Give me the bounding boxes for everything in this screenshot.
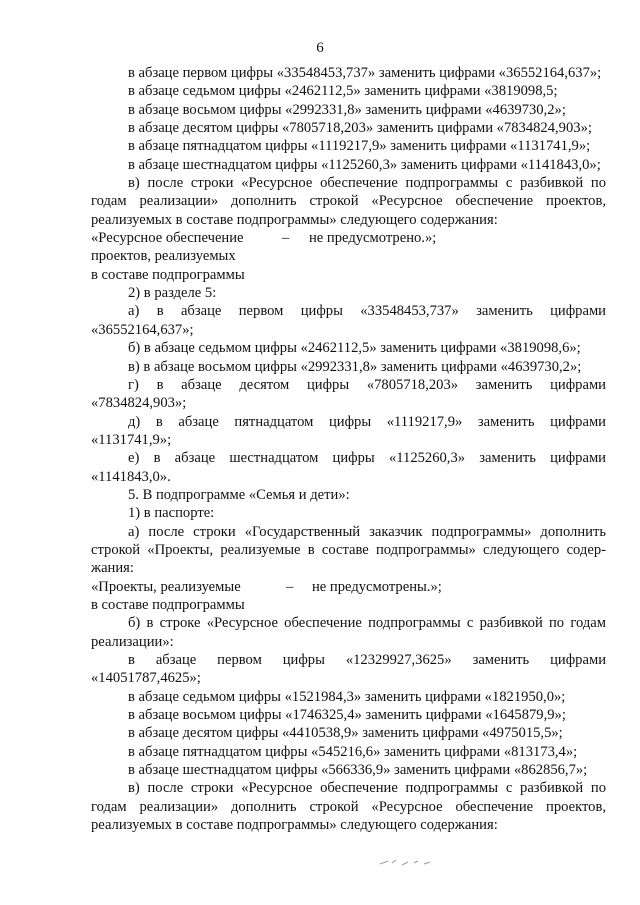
paragraph: в абзаце седьмом цифры «2462112,5» заменить цифрами «3819098,5; [128, 83, 558, 100]
row-label: в составе подпрограммы [91, 596, 245, 613]
inserted-row-block [91, 578, 606, 615]
paragraph: в) после строки «Ресурсное обеспечение подпрограммы с разбивкой по годам реализации» дополнить строкой «Ресурсное обеспечение проектов, реализуемых в составе подпрограммы» следующего содержания: [91, 780, 606, 834]
row-label: «Проекты, реализуемые [91, 578, 241, 595]
document-body [91, 64, 606, 834]
paragraph: б) в строке «Ресурсное обеспечение подпрограммы с разбивкой по годам реализации»: [91, 615, 606, 650]
row-label: проектов, реализуемых [91, 248, 236, 265]
page-number: 6 [316, 40, 324, 56]
row-label: «Ресурсное обеспечение [91, 230, 244, 247]
paragraph: г) в абзаце десятом цифры «7805718,203» заменить цифрами «7834824,903»; [91, 376, 606, 412]
paragraph: а) после строки «Государственный заказчик подпрограммы» дополнить строкой «Проекты, реализуемые в составе подпрограммы» следующего содержания: [91, 523, 606, 577]
paragraph: 1) в паспорте: [128, 505, 215, 522]
paragraph: д) в абзаце пятнадцатом цифры «1119217,9» заменить цифрами «1131741,9»; [91, 413, 606, 448]
inserted-row-block [91, 229, 606, 284]
paragraph: в) в абзаце восьмом цифры «2992331,8» заменить цифрами «4639730,2»; [128, 358, 582, 375]
row-dash: – [282, 230, 290, 247]
paragraph: в абзаце шестнадцатом цифры «1125260,3» заменить цифрами «1141843,0»; [128, 156, 601, 173]
paragraph: е) в абзаце шестнадцатом цифры «1125260,3» заменить цифрами «1141843,0». [91, 450, 606, 485]
paragraph: б) в абзаце седьмом цифры «2462112,5» заменить цифрами «3819098,6»; [128, 340, 581, 357]
paragraph: в абзаце десятом цифры «7805718,203» заменить цифрами «7834824,903»; [128, 120, 592, 137]
row-value: не предусмотрено.»; [309, 230, 437, 247]
row-label: в составе подпрограммы [91, 266, 245, 283]
paragraph: 5. В подпрограмме «Семья и дети»: [128, 486, 350, 503]
paragraph: в абзаце шестнадцатом цифры «566336,9» заменить цифрами «862856,7»; [128, 762, 588, 779]
paragraph: в) после строки «Ресурсное обеспечение подпрограммы с разбивкой по годам реализации» дополнить строкой «Ресурсное обеспечение проектов, реализуемых в составе подпрограммы» следующего содержания: [91, 175, 606, 228]
paragraph: в абзаце десятом цифры «4410538,9» заменить цифрами «4975015,5»; [128, 725, 563, 742]
paragraph: в абзаце пятнадцатом цифры «545216,6» заменить цифрами «813173,4»; [128, 743, 578, 760]
paragraph: в абзаце седьмом цифры «1521984,3» заменить цифрами «1821950,0»; [128, 688, 566, 705]
paragraph: 2) в разделе 5: [128, 285, 217, 302]
scan-artifact-mark [378, 855, 438, 869]
row-dash: – [286, 578, 294, 595]
paragraph: в абзаце первом цифры «12329927,3625» заменить цифрами «14051787,4625»; [91, 652, 606, 687]
paragraph: в абзаце восьмом цифры «1746325,4» заменить цифрами «1645879,9»; [128, 707, 566, 724]
paragraph: в абзаце пятнадцатом цифры «1119217,9» заменить цифрами «1131741,9»; [128, 138, 591, 155]
paragraph: а) в абзаце первом цифры «33548453,737» заменить цифрами «36552164,637»; [91, 303, 606, 338]
paragraph: в абзаце восьмом цифры «2992331,8» заменить цифрами «4639730,2»; [128, 101, 566, 118]
row-value: не предусмотрены.»; [312, 578, 442, 595]
paragraph: в абзаце первом цифры «33548453,737» заменить цифрами «36552164,637»; [128, 65, 602, 81]
